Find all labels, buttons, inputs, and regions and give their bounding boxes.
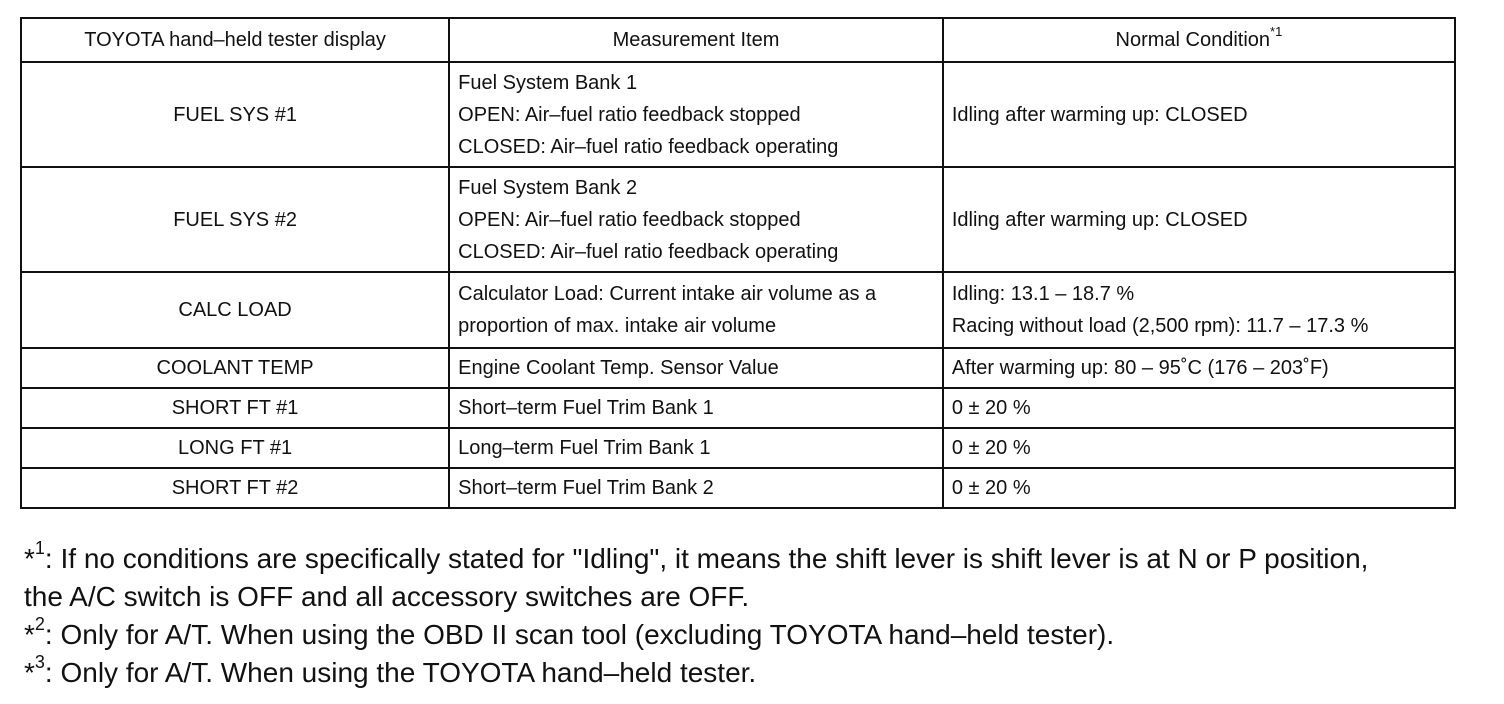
item-line: proportion of max. intake air volume bbox=[458, 315, 777, 337]
display-cell: SHORT FT #1 bbox=[21, 388, 449, 428]
condition-line: 0 ± 20 % bbox=[951, 477, 1031, 499]
measurement-item-cell bbox=[449, 62, 943, 167]
normal-condition-cell bbox=[943, 62, 1455, 167]
header-tester-display bbox=[21, 18, 449, 62]
table-row bbox=[21, 468, 1455, 508]
condition-line: Idling: 13.1 – 18.7 % bbox=[951, 283, 1135, 305]
item-line: Engine Coolant Temp. Sensor Value bbox=[458, 357, 779, 379]
item-line: Short–term Fuel Trim Bank 1 bbox=[458, 397, 714, 419]
footnote-number: 1 bbox=[34, 537, 45, 558]
normal-condition-cell bbox=[943, 388, 1455, 428]
table-row bbox=[21, 272, 1455, 348]
header-normal-condition-label: Normal Condition bbox=[1115, 29, 1271, 51]
measurement-item-cell bbox=[449, 167, 943, 272]
normal-condition-cell bbox=[943, 428, 1455, 468]
item-line: Fuel System Bank 2 bbox=[458, 176, 638, 199]
condition-line: Racing without load (2,500 rpm): 11.7 – 17.3 % bbox=[951, 315, 1369, 337]
display-cell: FUEL SYS #1 bbox=[21, 62, 449, 167]
item-line: CLOSED: Air–fuel ratio feedback operating bbox=[458, 135, 839, 158]
header-footnote-ref: *1 bbox=[1270, 24, 1283, 40]
item-line: OPEN: Air–fuel ratio feedback stopped bbox=[458, 103, 801, 126]
item-line: Long–term Fuel Trim Bank 1 bbox=[458, 437, 711, 459]
display-cell: CALC LOAD bbox=[21, 272, 449, 348]
footnote-marker: * bbox=[24, 657, 35, 688]
condition-line: Idling after warming up: CLOSED bbox=[951, 208, 1248, 231]
data-list-table bbox=[20, 17, 1456, 509]
normal-condition-cell bbox=[943, 167, 1455, 272]
header-measurement-item bbox=[449, 18, 943, 62]
footnote-1 bbox=[24, 537, 1494, 578]
normal-condition-cell bbox=[943, 468, 1455, 508]
measurement-item-cell bbox=[449, 272, 943, 348]
header-normal-condition bbox=[943, 18, 1455, 62]
measurement-item-cell bbox=[449, 468, 943, 508]
measurement-item-cell bbox=[449, 388, 943, 428]
table-row bbox=[21, 167, 1455, 272]
footnote-text: : If no conditions are specifically stated for "Idling", it means the shift lever is shift lever is at N or P position, bbox=[44, 543, 1369, 574]
condition-line: 0 ± 20 % bbox=[951, 437, 1031, 459]
footnote-marker: * bbox=[24, 543, 35, 574]
display-cell: COOLANT TEMP bbox=[21, 348, 449, 388]
table-row bbox=[21, 428, 1455, 468]
condition-line: 0 ± 20 % bbox=[951, 397, 1031, 419]
table-row bbox=[21, 62, 1455, 167]
item-line: Short–term Fuel Trim Bank 2 bbox=[458, 477, 714, 499]
display-cell: FUEL SYS #2 bbox=[21, 167, 449, 272]
table-row bbox=[21, 388, 1455, 428]
measurement-item-cell bbox=[449, 428, 943, 468]
footnote-number: 2 bbox=[34, 613, 45, 634]
footnote-3 bbox=[24, 651, 1494, 692]
header-tester-display-label: TOYOTA hand–held tester display bbox=[84, 29, 386, 51]
footnote-marker: * bbox=[24, 619, 35, 650]
header-measurement-item-label: Measurement Item bbox=[612, 29, 780, 51]
footnote-1-continued bbox=[24, 578, 1494, 616]
item-line: CLOSED: Air–fuel ratio feedback operating bbox=[458, 240, 839, 263]
measurement-item-cell bbox=[449, 348, 943, 388]
footnotes bbox=[24, 537, 1494, 692]
footnote-number: 3 bbox=[34, 651, 45, 672]
footnote-text: : Only for A/T. When using the OBD II scan tool (excluding TOYOTA hand–held tester). bbox=[44, 619, 1115, 650]
table-row bbox=[21, 348, 1455, 388]
display-cell: SHORT FT #2 bbox=[21, 468, 449, 508]
condition-line: After warming up: 80 – 95˚C (176 – 203˚F) bbox=[951, 357, 1329, 379]
condition-line: Idling after warming up: CLOSED bbox=[951, 103, 1248, 126]
footnote-2 bbox=[24, 613, 1494, 654]
item-line: Fuel System Bank 1 bbox=[458, 71, 638, 94]
item-line: OPEN: Air–fuel ratio feedback stopped bbox=[458, 208, 801, 231]
footnote-text: the A/C switch is OFF and all accessory switches are OFF. bbox=[24, 581, 750, 612]
table-header-row bbox=[21, 18, 1455, 62]
footnote-text: : Only for A/T. When using the TOYOTA hand–held tester. bbox=[44, 657, 757, 688]
display-cell: LONG FT #1 bbox=[21, 428, 449, 468]
normal-condition-cell bbox=[943, 272, 1455, 348]
item-line: Calculator Load: Current intake air volume as a bbox=[458, 283, 877, 305]
normal-condition-cell bbox=[943, 348, 1455, 388]
